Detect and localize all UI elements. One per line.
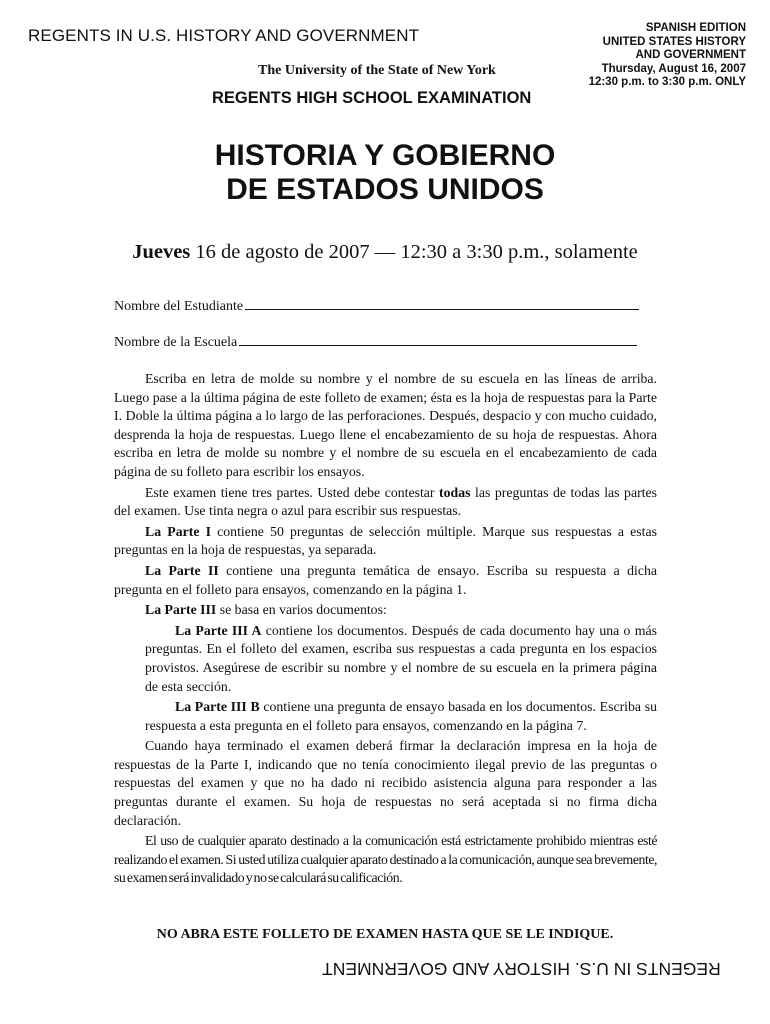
edition-line: Thursday, August 16, 2007 [601,62,746,75]
exam-date-text: 16 de agosto de 2007 — 12:30 a 3:30 p.m., solamente [190,241,638,263]
school-name-field[interactable] [114,333,637,351]
part-label: La Parte I [145,523,211,539]
instruction-paragraph [145,622,657,696]
title-line-1: HISTORIA Y GOBIERNO [214,139,556,172]
instructions [114,370,657,890]
exam-type: REGENTS HIGH SCHOOL EXAMINATION [212,89,532,107]
instruction-paragraph [114,484,657,521]
student-name-label: Nombre del Estudiante [114,299,244,314]
instruction-paragraph: Cuando haya terminado el examen deberá firmar la declaración impresa en la hoja de respuestas de la Parte I, indicando que no tenía conocimiento ilegal previo de las preguntas o respuestas del examen y que no ha dado ni recibido asistencia alguna para responder a las preguntas durante el examen. Su hoja de respuestas no será aceptada si no firma dicha declaración. [114,738,657,828]
school-name-blank[interactable] [239,333,637,346]
part-label: La Parte III A [175,622,262,638]
university-name: The University of the State of New York [258,63,496,78]
text: contiene 50 preguntas de selección múltiple. Marque sus respuestas a estas preguntas en la hoja de respuestas, ya separada. [114,523,657,558]
part-label: La Parte III B [175,699,260,715]
text: Este examen tiene tres partes. Usted debe contestar [145,484,440,500]
text: contiene los documentos. Después de cada documento hay una o más preguntas. En el folleto del examen, escriba sus respuestas a cada pregunta en los espacios provistos. Asegúrese de escribir su nombre y el nombre de su escuela en la primera página de esta sección. [145,622,657,694]
header-exam-title: REGENTS IN U.S. HISTORY AND GOVERNMENT [28,26,420,45]
exam-date-line [0,241,770,264]
edition-line: 12:30 p.m. to 3:30 p.m. ONLY [588,76,746,88]
school-name-label: Nombre de la Escuela [114,335,238,350]
text: se basa en varios documentos: [216,602,387,618]
text: las preguntas de todas las partes del examen. Use tinta negra o azul para escribir sus respuestas. [114,484,658,519]
exam-day: Jueves [132,241,191,263]
edition-line: AND GOVERNMENT [635,49,746,61]
instruction-paragraph [114,523,657,560]
emphasis: todas [439,484,471,500]
instruction-paragraph [114,601,657,620]
text: contiene una pregunta temática de ensayo. Escriba su respuesta a dicha pregunta en el folleto para ensayos, comenzando en la página 1. [114,562,657,597]
part-label: La Parte III [145,602,217,618]
text: contiene una pregunta de ensayo basada en los documentos. Escriba su respuesta a esta pregunta en el folleto para ensayos, comenzando en la página 7. [145,699,657,733]
upside-down-title: REGENTS IN U.S. HISTORY AND GOVERNMENT [322,959,721,979]
edition-line: SPANISH EDITION [645,22,746,34]
instruction-paragraph: El uso de cualquier aparato destinado a la comunicación está estrictamente prohibido mientras esté realizando el examen. Si usted utiliza cualquier aparato destinado a la comunicación, aunque sea brevemente, su examen será invalidado y no se calculará su calificación. [114,833,657,886]
title-line-2: DE ESTADOS UNIDOS [226,173,544,206]
instruction-paragraph: Escriba en letra de molde su nombre y el nombre de su escuela en las líneas de arriba. Luego pase a la última página de este folleto de examen; ésta es la hoja de respuestas para la Parte I. Doble la última página a lo largo de las perforaciones. Después, despacio y con mucho cuidado, desprenda la hoja de respuestas. Luego llene el encabezamiento de su hoja de respuestas. Ahora escriba en letra de molde su nombre y el nombre de su escuela en el encabezamiento de cada página de su folleto para escribir los ensayos. [114,371,657,479]
warning-notice: NO ABRA ESTE FOLLETO DE EXAMEN HASTA QUE SE LE INDIQUE. [156,927,614,942]
page-title [0,139,770,207]
edition-block [526,22,746,90]
student-name-blank[interactable] [245,297,639,310]
instruction-paragraph [145,698,657,735]
instruction-paragraph [114,562,657,599]
student-name-field[interactable] [114,297,639,315]
edition-line: UNITED STATES HISTORY [602,35,746,48]
part-label: La Parte II [145,562,219,578]
